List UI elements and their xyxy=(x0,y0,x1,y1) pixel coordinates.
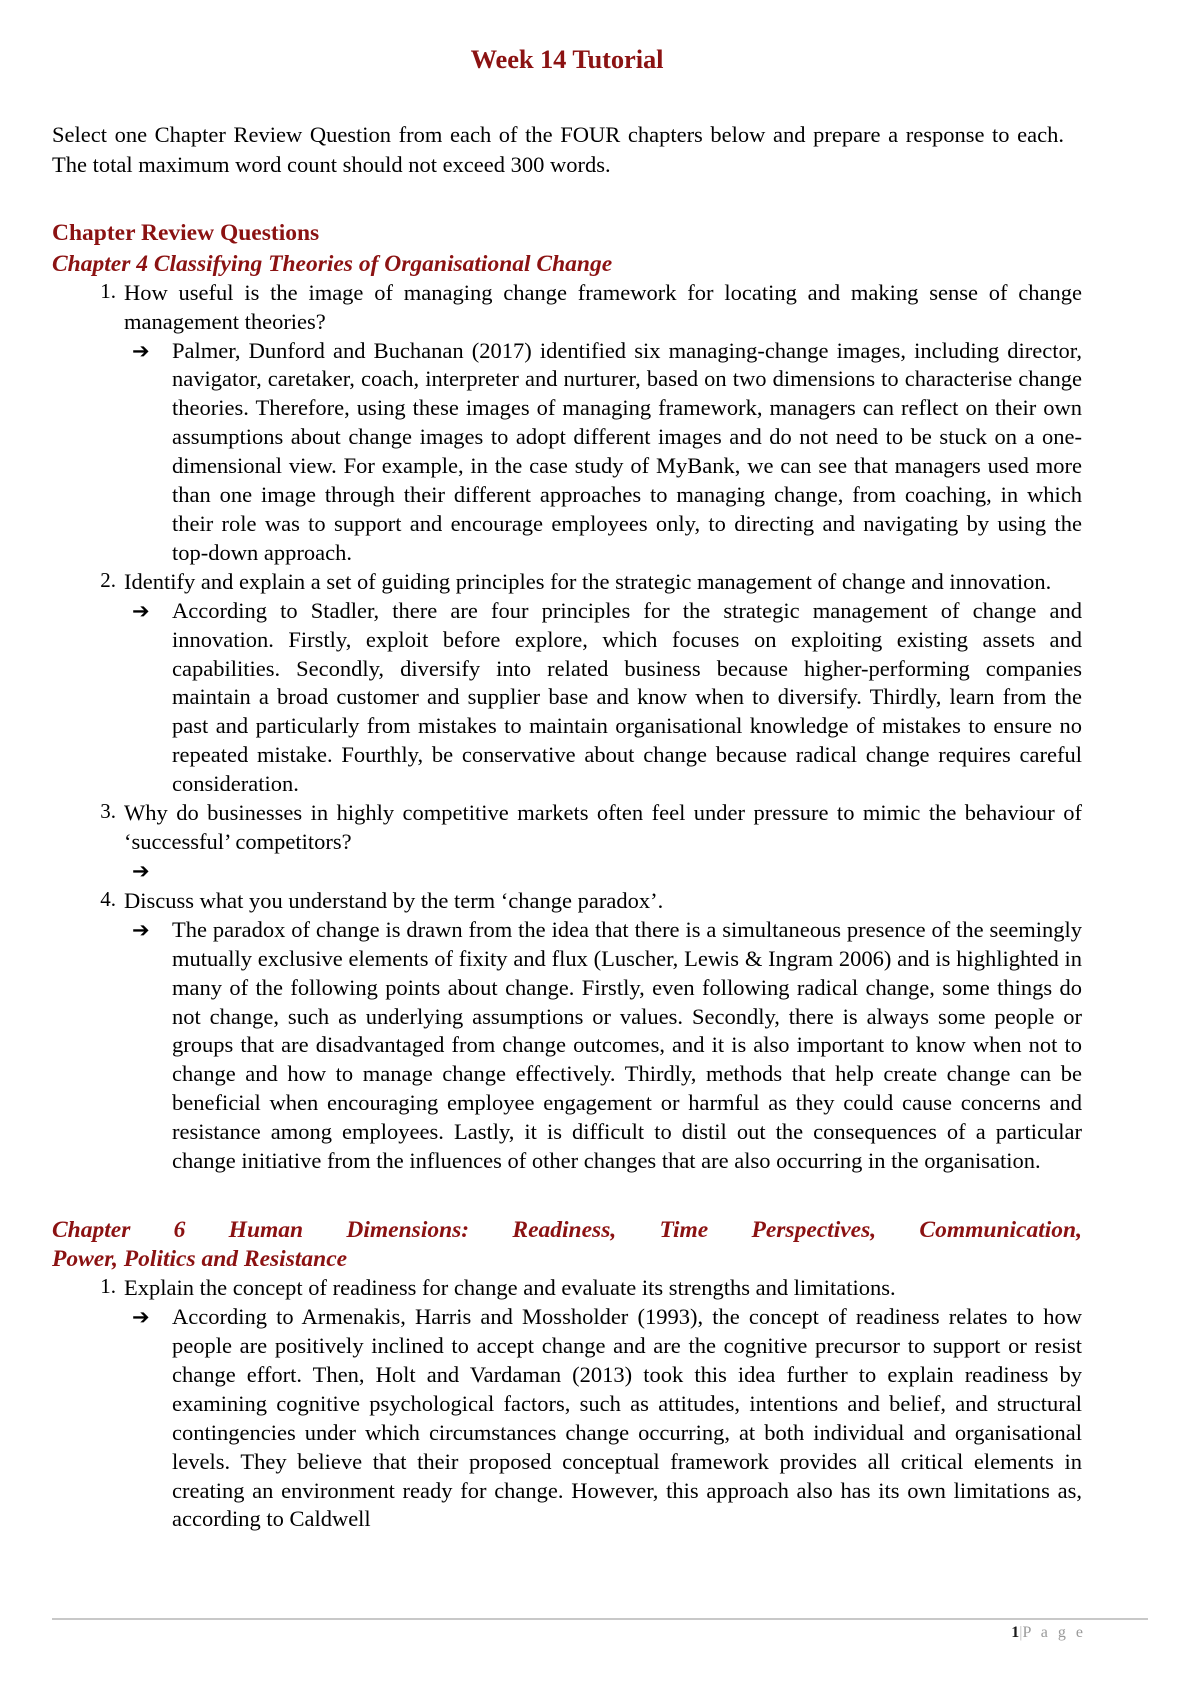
arrow-bullet-icon: ➔ xyxy=(132,598,150,623)
page-title: Week 14 Tutorial xyxy=(470,44,664,74)
intro-paragraph: Select one Chapter Review Question from each of the FOUR chapters below and prepare a response to each. The total maximum word count should not exceed 300 words. xyxy=(52,122,1064,177)
chapter-heading-4: Chapter 4 Classifying Theories of Organisational Change xyxy=(52,250,613,277)
question-text: How useful is the image of managing change framework for locating and making sense of change management theories? xyxy=(124,279,1082,334)
footer-page-indicator xyxy=(52,1624,1148,1642)
arrow-bullet-icon: ➔ xyxy=(132,917,150,942)
chapter-heading-6-line-1: Chapter 6 Human Dimensions: Readiness, Time Perspectives, Communication, xyxy=(52,1216,1082,1243)
answer-block xyxy=(124,916,1082,1176)
question-text: Discuss what you understand by the term ‘change paradox’. xyxy=(124,887,664,913)
answer-block xyxy=(124,1303,1082,1534)
question-item xyxy=(52,799,1082,887)
answer-text: Palmer, Dunford and Buchanan (2017) identified six managing-change images, including director, navigator, caretaker, coach, interpreter and nurturer, based on two dimensions to characterise change theories. Therefore, using these images of managing framework, managers can reflect on their own assumptions about change images to adopt different images and do not need to be stuck on a one-dimensional view. For example, in the case study of MyBank, we can see that managers used more than one image through their different approaches to managing change, from coaching, in which their role was to support and encourage employees only, to directing and navigating by using the top-down approach. xyxy=(172,337,1082,565)
question-text: Identify and explain a set of guiding principles for the strategic management of change and innovation. xyxy=(124,568,1052,594)
arrow-bullet-icon: ➔ xyxy=(132,338,150,363)
answer-text: According to Armenakis, Harris and Mossholder (1993), the concept of readiness relates to how people are positively inclined to accept change and are the cognitive precursor to support or resist change effort. Then, Holt and Vardaman (2013) took this idea further to explain readiness by examining cognitive psychological factors, such as attitudes, intentions and belief, and structural contingencies under which circumstances change occurring, at both individual and organisational levels. They believe that their proposed conceptual framework provides all critical elements in creating an environment ready for change. However, this approach also has its own limitations as, according to Caldwell xyxy=(172,1304,1082,1532)
chapter-heading-6 xyxy=(52,1216,1082,1274)
section-heading-chapter-review-questions: Chapter Review Questions xyxy=(52,219,320,246)
arrow-bullet-icon: ➔ xyxy=(132,858,150,883)
arrow-bullet-icon: ➔ xyxy=(132,1305,150,1330)
footer-page-label: P a g e xyxy=(1022,1624,1086,1641)
question-item xyxy=(52,887,1082,1176)
answer-block xyxy=(124,337,1082,568)
question-item xyxy=(52,568,1082,799)
page-footer xyxy=(52,1618,1148,1642)
answer-block xyxy=(124,597,1082,799)
question-number: 4. xyxy=(100,886,116,911)
footer-separator: | xyxy=(1019,1624,1023,1641)
answer-text: The paradox of change is drawn from the idea that there is a simultaneous presence of the seemingly mutually exclusive elements of fixity and flux (Luscher, Lewis & Ingram 2006) and is highlighted in many of the following points about change. Firstly, even following radical change, some things do not change, such as underlying assumptions or values. Secondly, there is always some people or groups that are disadvantaged from change outcomes, and it is also important to know when not to change and how to manage change effectively. Thirdly, methods that help create change can be beneficial when encouraging employee engagement or harmful as they could cause concerns and resistance among employees. Lastly, it is difficult to distil out the consequences of a particular change initiative from the influences of other changes that are also occurring in the organisation. xyxy=(172,916,1082,1174)
question-item xyxy=(52,279,1082,568)
question-text: Why do businesses in highly competitive markets often feel under pressure to mimic the behaviour of ‘successful’ competitors? xyxy=(124,800,1082,854)
question-list-chapter-4 xyxy=(52,279,1082,1176)
question-item xyxy=(52,1274,1082,1534)
chapter-heading-6-line-2: Power, Politics and Resistance xyxy=(52,1246,348,1273)
footer-page-number: 1 xyxy=(1011,1624,1020,1641)
question-number: 1. xyxy=(100,1274,116,1299)
question-number: 1. xyxy=(100,278,116,303)
question-number: 2. xyxy=(100,567,116,592)
answer-block-empty xyxy=(124,857,1082,887)
answer-text xyxy=(172,857,1082,858)
footer-divider xyxy=(52,1618,1148,1620)
question-text: Explain the concept of readiness for change and evaluate its strengths and limitations. xyxy=(124,1275,896,1301)
question-list-chapter-6 xyxy=(52,1274,1082,1534)
question-number: 3. xyxy=(100,799,116,824)
answer-text: According to Stadler, there are four principles for the strategic management of change and innovation. Firstly, exploit before explore, which focuses on exploiting existing assets and capabilities. Secondly, diversify into related business because higher-performing companies maintain a broad customer and supplier base and know when to diversify. Thirdly, learn from the past and particularly from mistakes to maintain organisational knowledge of mistakes to ensure no repeated mistake. Fourthly, be conservative about change because radical change requires careful consideration. xyxy=(172,597,1082,797)
